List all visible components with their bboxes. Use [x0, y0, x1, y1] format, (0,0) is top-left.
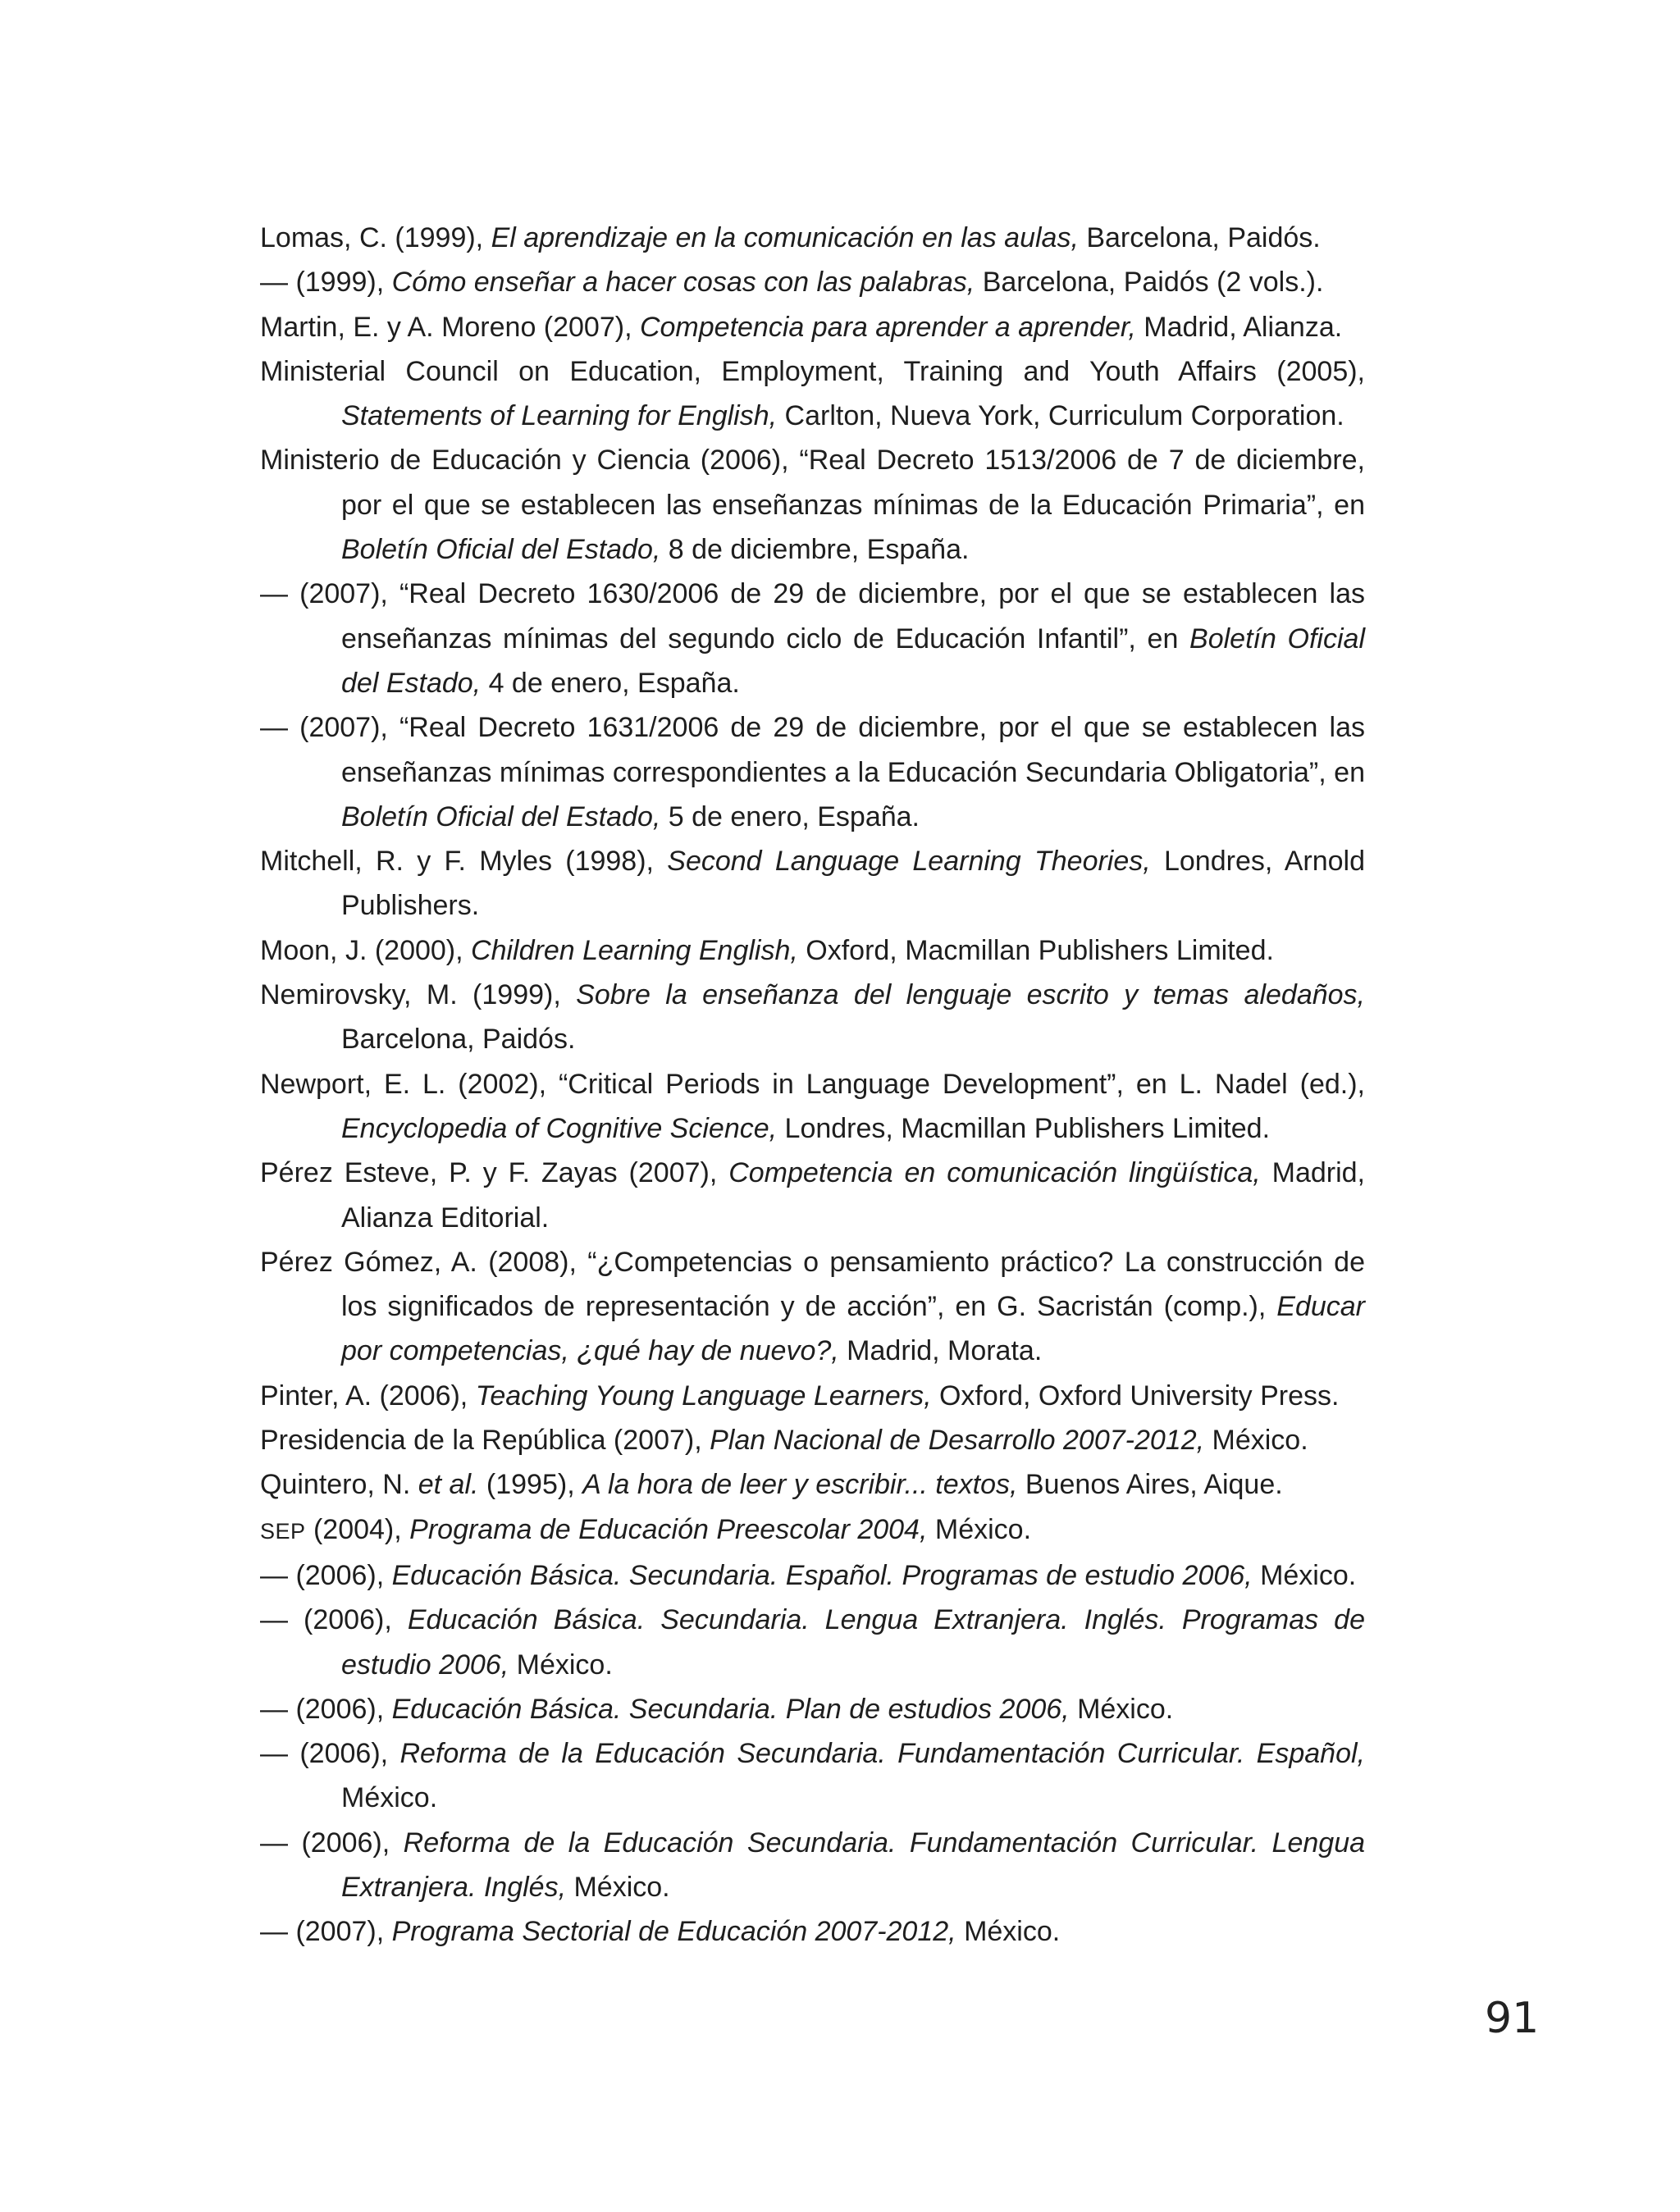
reference-entry	[260, 438, 1365, 572]
reference-text: México.	[1204, 1425, 1308, 1457]
reference-title-italic: Cómo enseñar a hacer cosas con las palabras,	[391, 267, 975, 299]
reference-title-italic: Teaching Young Language Learners,	[475, 1380, 932, 1412]
reference-title-italic: Second Language Learning Theories,	[667, 846, 1151, 878]
reference-entry	[260, 1240, 1365, 1374]
reference-text: Londres, Arnold Publishers.	[341, 846, 1365, 922]
reference-text: — (2007), “Real Decreto 1631/2006 de 29 de diciembre, por el que se establecen las enseñanzas mínimas correspondientes a la Educación Secundaria Obligatoria”, en	[260, 712, 1365, 788]
reference-entry	[260, 1462, 1365, 1507]
reference-title-italic: Programa Sectorial de Educación 2007-2012,	[391, 1916, 956, 1948]
reference-title-italic: Encyclopedia of Cognitive Science,	[341, 1112, 778, 1144]
reference-text: México.	[509, 1649, 613, 1681]
reference-title-italic: Boletín Oficial del Estado,	[341, 800, 661, 832]
reference-title-italic: Plan Nacional de Desarrollo 2007-2012,	[710, 1425, 1205, 1457]
reference-text: SEP	[260, 1518, 306, 1544]
reference-text: (1995),	[478, 1469, 583, 1501]
reference-text: Carlton, Nueva York, Curriculum Corporation.	[777, 400, 1344, 432]
reference-text: Presidencia de la República (2007),	[260, 1425, 710, 1457]
reference-title-italic: El aprendizaje en la comunicación en las aulas,	[491, 222, 1079, 253]
reference-text: Ministerial Council on Education, Employment, Training and Youth Affairs (2005),	[260, 355, 1365, 387]
reference-title-italic: Statements of Learning for English,	[341, 400, 778, 432]
reference-text: Pérez Gómez, A. (2008), “¿Competencias o pensamiento práctico? La construcción de los significados de representación y de acción”, en G. Sacristán (comp.),	[260, 1246, 1365, 1323]
reference-entry	[260, 973, 1365, 1062]
reference-text: Londres, Macmillan Publishers Limited.	[777, 1112, 1271, 1144]
reference-text: México.	[341, 1782, 438, 1814]
reference-text: — (2007),	[260, 1916, 392, 1948]
reference-text: Moon, J. (2000),	[260, 934, 472, 966]
reference-entry	[260, 928, 1365, 973]
reference-entry	[260, 839, 1365, 928]
reference-title-italic: et al.	[418, 1469, 479, 1501]
reference-text: — (1999),	[260, 267, 392, 299]
reference-entry	[260, 305, 1365, 349]
reference-text: — (2006),	[260, 1559, 392, 1591]
reference-text: — (2006),	[260, 1604, 408, 1636]
reference-entry	[260, 1687, 1365, 1731]
reference-entry	[260, 572, 1365, 705]
reference-entry	[260, 1821, 1365, 1910]
reference-entry	[260, 1418, 1365, 1462]
reference-text: Barcelona, Paidós (2 vols.).	[975, 267, 1324, 299]
reference-title-italic: Boletín Oficial del Estado,	[341, 534, 661, 566]
reference-title-italic: Programa de Educación Preescolar 2004,	[409, 1513, 928, 1545]
reference-text: — (2007), “Real Decreto 1630/2006 de 29 de diciembre, por el que se establecen las enseñanzas mínimas del segundo ciclo de Educación Infantil”, en	[260, 578, 1365, 654]
reference-text: Mitchell, R. y F. Myles (1998),	[260, 846, 668, 878]
reference-text: Oxford, Macmillan Publishers Limited.	[797, 934, 1274, 966]
reference-entry	[260, 1598, 1365, 1687]
reference-entry	[260, 1553, 1365, 1598]
reference-entry	[260, 1062, 1365, 1152]
reference-text: México.	[1252, 1559, 1357, 1591]
reference-text: Madrid, Alianza Editorial.	[341, 1157, 1365, 1234]
reference-text: — (2006),	[260, 1827, 404, 1859]
reference-text: 4 de enero, España.	[481, 667, 740, 699]
reference-entry	[260, 1507, 1365, 1553]
reference-text: México.	[956, 1916, 1061, 1948]
reference-title-italic: Reforma de la Educación Secundaria. Fundamentación Curricular. Español,	[399, 1738, 1365, 1770]
reference-text: Barcelona, Paidós.	[1078, 222, 1321, 253]
reference-title-italic: A la hora de leer y escribir... textos,	[582, 1469, 1018, 1501]
reference-title-italic: Educación Básica. Secundaria. Lengua Extranjera. Inglés. Programas de estudio 2006,	[341, 1604, 1365, 1681]
reference-text: México.	[566, 1871, 670, 1903]
reference-title-italic: Competencia en comunicación lingüística,	[728, 1157, 1261, 1189]
reference-text: México.	[1069, 1693, 1174, 1725]
page-number: 91	[1485, 1994, 1540, 2043]
reference-text: — (2006),	[260, 1738, 400, 1770]
reference-title-italic: Boletín Oficial del Estado,	[341, 623, 1365, 699]
reference-title-italic: Educación Básica. Secundaria. Español. Programas de estudio 2006,	[391, 1559, 1253, 1591]
reference-list	[260, 216, 1365, 1954]
reference-text: Oxford, Oxford University Press.	[931, 1380, 1340, 1412]
reference-title-italic: Sobre la enseñanza del lenguaje escrito y temas aledaños,	[576, 979, 1365, 1011]
reference-text: Quintero, N.	[260, 1469, 418, 1501]
reference-entry	[260, 1151, 1365, 1240]
reference-entry	[260, 260, 1365, 304]
reference-text: Martin, E. y A. Moreno (2007),	[260, 311, 640, 343]
reference-entry	[260, 1909, 1365, 1954]
reference-text: Ministerio de Educación y Ciencia (2006), “Real Decreto 1513/2006 de 7 de diciembre, por el que se establecen las enseñanzas mínimas de la Educación Primaria”, en	[260, 445, 1365, 521]
reference-title-italic: Educar por competencias, ¿qué hay de nuevo?,	[341, 1291, 1365, 1367]
reference-title-italic: Educación Básica. Secundaria. Plan de estudios 2006,	[391, 1693, 1070, 1725]
reference-text: (2004),	[305, 1513, 410, 1545]
reference-text: 8 de diciembre, España.	[660, 534, 970, 566]
reference-entry	[260, 705, 1365, 839]
reference-entry	[260, 1731, 1365, 1821]
reference-text: Nemirovsky, M. (1999),	[260, 979, 577, 1011]
reference-text: Madrid, Morata.	[838, 1335, 1043, 1367]
reference-entry	[260, 216, 1365, 260]
reference-text: Newport, E. L. (2002), “Critical Periods in Language Development”, en L. Nadel (ed.),	[260, 1068, 1365, 1100]
reference-text: Barcelona, Paidós.	[341, 1024, 576, 1056]
reference-entry	[260, 1374, 1365, 1418]
reference-text: Madrid, Alianza.	[1135, 311, 1343, 343]
reference-entry	[260, 349, 1365, 439]
reference-text: Pinter, A. (2006),	[260, 1380, 476, 1412]
reference-text: 5 de enero, España.	[660, 800, 920, 832]
reference-text: — (2006),	[260, 1693, 392, 1725]
reference-text: Lomas, C. (1999),	[260, 222, 491, 253]
reference-title-italic: Competencia para aprender a aprender,	[639, 311, 1136, 343]
reference-text: Pérez Esteve, P. y F. Zayas (2007),	[260, 1157, 729, 1189]
reference-text: Buenos Aires, Aique.	[1017, 1469, 1283, 1501]
reference-title-italic: Reforma de la Educación Secundaria. Fundamentación Curricular. Lengua Extranjera. Inglés,	[341, 1827, 1366, 1903]
reference-title-italic: Children Learning English,	[471, 934, 798, 966]
reference-text: México.	[927, 1513, 1032, 1545]
